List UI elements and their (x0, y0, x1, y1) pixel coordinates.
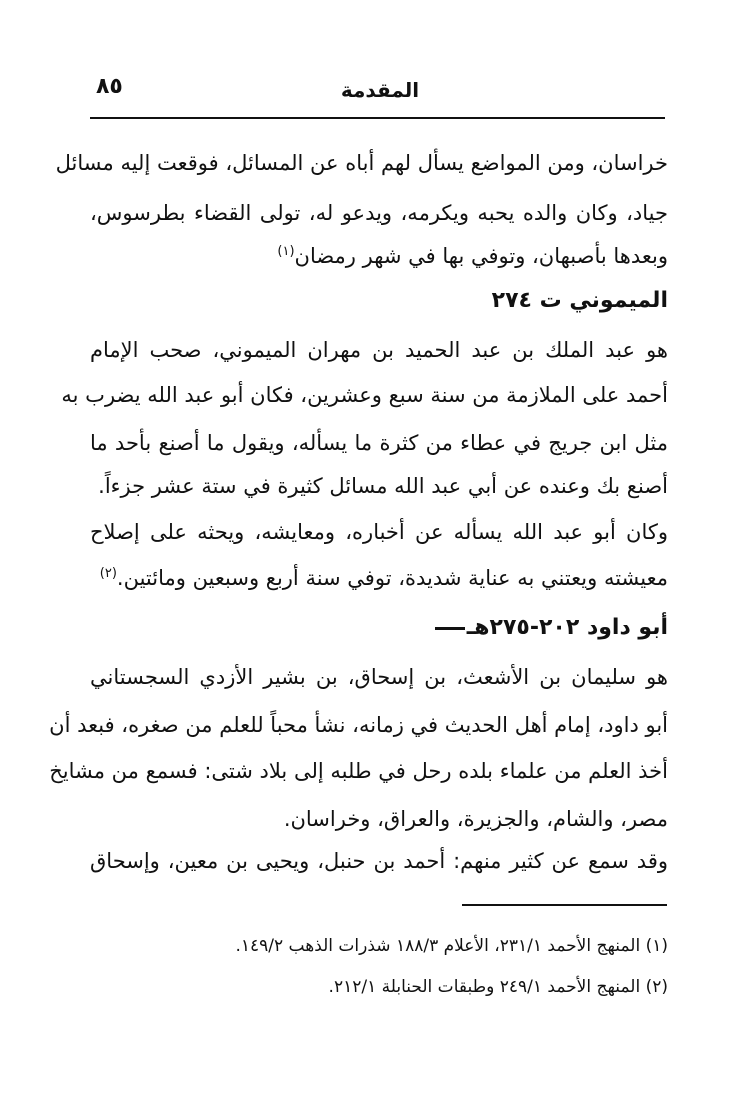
section-heading: الميموني ت ٢٧٤ (491, 288, 668, 313)
body-line: وكان أبو عبد الله يسأله عن أخباره، ومعايشه، ويحثه على إصلاح (90, 520, 668, 544)
footnote-ref: (٢) (99, 566, 117, 581)
footnote: (٢) المنهج الأحمد ٢٤٩/١ وطبقات الحنابلة ٢١٢/١. (328, 977, 668, 997)
body-line: جياد، وكان والده يحبه ويكرمه، ويدعو له، تولى القضاء بطرسوس، (90, 201, 668, 225)
body-line: وقد سمع عن كثير منهم: أحمد بن حنبل، ويحيى بن معين، وإسحاق (90, 849, 668, 873)
body-line: أبو داود، إمام أهل الحديث في زمانه، نشأ محباً للعلم من صغره، فبعد أن (49, 713, 668, 737)
body-line-text: معيشته ويعتني به عناية شديدة، توفي سنة أربع وسبعين ومائتين. (116, 566, 668, 590)
section-heading-text: أبو داود ٢٠٢-٢٧٥هـ (466, 615, 668, 640)
section-heading (200, 608, 668, 648)
body-line-text: وبعدها بأصبهان، وتوفي بها في شهر رمضان (294, 244, 668, 268)
body-line (90, 558, 668, 598)
body-line: أحمد على الملازمة من سنة سبع وعشرين، فكان أبو عبد الله يضرب به (61, 383, 668, 407)
body-line: مصر، والشام، والجزيرة، والعراق، وخراسان. (283, 807, 668, 831)
footnote-ref: (١) (277, 244, 295, 259)
header-rule (90, 117, 665, 119)
running-head: المقدمة (340, 78, 420, 102)
body-line (90, 236, 668, 276)
body-line: هو سليمان بن الأشعث، بن إسحاق، بن بشير الأزدي السجستاني (90, 665, 668, 689)
footnote: (١) المنهج الأحمد ٢٣١/١، الأعلام ١٨٨/٣ شذرات الذهب ١٤٩/٢. (235, 936, 668, 956)
footnote-rule (462, 904, 667, 906)
body-line: أخذ العلم من علماء بلده رحل في طلبه إلى بلاد شتى: فسمع من مشايخ (49, 759, 668, 783)
heading-rule (435, 627, 465, 630)
body-line: أصنع بك وعنده عن أبي عبد الله مسائل كثيرة في ستة عشر جزءاً. (98, 474, 668, 498)
body-line: هو عبد الملك بن عبد الحميد بن مهران الميموني، صحب الإمام (90, 338, 668, 362)
body-line: خراسان، ومن المواضع يسأل لهم أباه عن المسائل، فوقعت إليه مسائل (55, 151, 668, 175)
page-number: ٨٥ (96, 74, 123, 99)
body-line: مثل ابن جريج في عطاء من كثرة ما يسأله، ويقول ما أصنع بأحد ما (90, 431, 668, 455)
